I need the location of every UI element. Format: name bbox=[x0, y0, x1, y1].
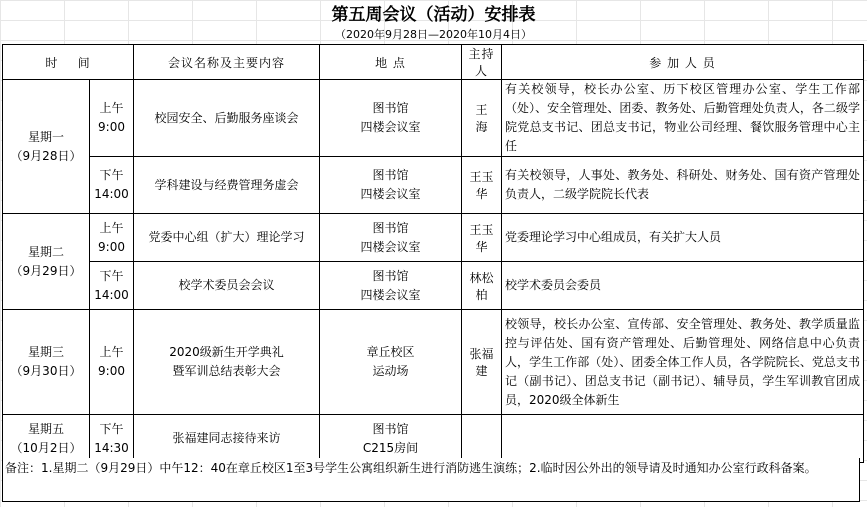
host-cell: 张福建 bbox=[462, 310, 502, 415]
day-cell: 星期五 （10月2日） bbox=[3, 415, 90, 463]
host-cell: 王玉华 bbox=[462, 214, 502, 262]
attendees-cell: 校领导，校长办公室、宣传部、安全管理处、教务处、教学质量监控与评估处、国有资产管理处、后勤管理处、网络信息中心负责人，学生工作部（处）、团委全体工作人员，各学院院长、党总支书记（副书记）、团总支书记（副书记）、辅导员，学生军训教官团成员，2020级全体新生 bbox=[502, 310, 864, 415]
time-cell: 上午 9:00 bbox=[90, 80, 134, 157]
place-cell: 章丘校区 运动场 bbox=[320, 310, 462, 415]
header-row bbox=[3, 45, 864, 80]
table-row bbox=[3, 80, 864, 157]
place-cell: 图书馆 四楼会议室 bbox=[320, 262, 462, 310]
attendees-cell: 有关校领导，人事处、教务处、科研处、财务处、国有资产管理处负责人，二级学院院长代表 bbox=[502, 157, 864, 214]
topic-cell: 学科建设与经费管理务虚会 bbox=[134, 157, 320, 214]
table-row bbox=[3, 310, 864, 415]
table-row bbox=[3, 415, 864, 463]
place-cell: 图书馆 四楼会议室 bbox=[320, 214, 462, 262]
topic-cell: 校学术委员会会议 bbox=[134, 262, 320, 310]
date-range-subtitle: （2020年9月28日—2020年10月4日） bbox=[335, 28, 532, 41]
time-cell: 下午 14:00 bbox=[90, 262, 134, 310]
header-time: 时 间 bbox=[3, 45, 134, 80]
place-cell: 图书馆 C215房间 bbox=[320, 415, 462, 463]
place-cell: 图书馆 四楼会议室 bbox=[320, 80, 462, 157]
place-cell: 图书馆 四楼会议室 bbox=[320, 157, 462, 214]
table-row bbox=[3, 214, 864, 262]
header-topic: 会议名称及主要内容 bbox=[134, 45, 320, 80]
time-cell: 上午 9:00 bbox=[90, 214, 134, 262]
attendees-cell bbox=[502, 415, 864, 463]
attendees-cell: 党委理论学习中心组成员，有关扩大人员 bbox=[502, 214, 864, 262]
topic-cell: 张福建同志接待来访 bbox=[134, 415, 320, 463]
table-row bbox=[3, 157, 864, 214]
time-cell: 下午 14:00 bbox=[90, 157, 134, 214]
header-attendees: 参 加 人 员 bbox=[502, 45, 864, 80]
day-cell: 星期一 （9月28日） bbox=[3, 80, 90, 214]
day-cell: 星期三 （9月30日） bbox=[3, 310, 90, 415]
topic-cell: 校园安全、后勤服务座谈会 bbox=[134, 80, 320, 157]
footnote: 备注：1.星期二（9月29日）中午12：40在章丘校区1至3号学生公寓组织新生进行消防逃生演练；2.临时因公外出的领导请及时通知办公室行政科备案。 bbox=[2, 458, 860, 502]
host-cell: 王玉华 bbox=[462, 157, 502, 214]
host-cell: 王 海 bbox=[462, 80, 502, 157]
host-cell: 林松柏 bbox=[462, 262, 502, 310]
attendees-cell: 校学术委员会委员 bbox=[502, 262, 864, 310]
time-cell: 下午 14:30 bbox=[90, 415, 134, 463]
topic-cell: 党委中心组（扩大）理论学习 bbox=[134, 214, 320, 262]
header-host: 主持人 bbox=[462, 45, 502, 80]
time-cell: 上午 9:00 bbox=[90, 310, 134, 415]
attendees-cell: 有关校领导，校长办公室、历下校区管理办公室、学生工作部（处）、安全管理处、团委、教务处、后勤管理处负责人，各二级学院党总支书记、团总支书记，物业公司经理、餐饮服务管理中心主任 bbox=[502, 80, 864, 157]
header-place: 地 点 bbox=[320, 45, 462, 80]
day-cell: 星期二 （9月29日） bbox=[3, 214, 90, 310]
page-title: 第五周会议（活动）安排表 bbox=[331, 5, 536, 25]
topic-cell: 2020级新生开学典礼 暨军训总结表彰大会 bbox=[134, 310, 320, 415]
host-cell bbox=[462, 415, 502, 463]
schedule-table bbox=[2, 44, 864, 463]
table-row bbox=[3, 262, 864, 310]
